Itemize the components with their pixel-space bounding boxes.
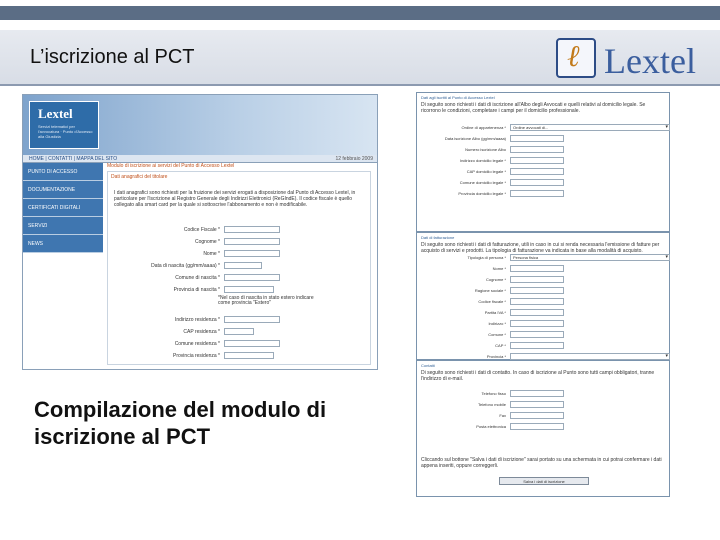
- field-label: Indirizzo *: [488, 321, 506, 326]
- text-field[interactable]: [510, 265, 564, 272]
- billing-panel: [416, 232, 670, 360]
- field-label: Provincia residenza *: [173, 353, 220, 359]
- text-field[interactable]: [224, 340, 280, 347]
- select-field[interactable]: Persona fisica ▾: [510, 254, 670, 261]
- text-field[interactable]: [510, 276, 564, 283]
- birthplace-note-row: [114, 296, 364, 314]
- text-field[interactable]: [510, 298, 564, 305]
- text-field[interactable]: [224, 226, 280, 233]
- registration-form: [107, 163, 375, 367]
- side-menu-item[interactable]: DOCUMENTAZIONE: [23, 181, 103, 199]
- select-field[interactable]: [510, 353, 670, 360]
- text-field[interactable]: [224, 328, 254, 335]
- form-row: [417, 275, 671, 285]
- slide-title: L’iscrizione al PCT: [30, 46, 195, 68]
- text-field[interactable]: [224, 286, 274, 293]
- personal-data-fields: [114, 224, 364, 362]
- text-field[interactable]: [510, 168, 564, 175]
- side-menu-item[interactable]: PUNTO DI ACCESSO: [23, 163, 103, 181]
- field-label: Numero iscrizione Albo: [465, 147, 506, 152]
- side-menu-item[interactable]: CERTIFICATI DIGITALI: [23, 199, 103, 217]
- field-label: Comune domicilio legale *: [459, 180, 506, 185]
- site-date: 12 febbraio 2009: [335, 156, 373, 162]
- field-label: Cognome *: [485, 277, 506, 282]
- save-registration-button[interactable]: Salva i dati di iscrizione: [499, 477, 589, 485]
- submit-instructions: Cliccando sul bottone "Salva i dati di iscrizione" sarai portato su una schermata in cui potrai confermare i dati appena inseriti, oppure correggerli.: [421, 457, 662, 469]
- billing-panel-intro: Di seguito sono richiesti i dati di fatturazione, utili in caso in cui si renda necessaria l'emissione di fatture per acquisto di servizi e prodotti. La tipologia di fatturazione va indicata in base alla modalità di acquisto.: [421, 242, 660, 254]
- form-row: [417, 253, 671, 263]
- text-field[interactable]: [510, 179, 564, 186]
- field-label: Ragione sociale *: [474, 288, 506, 293]
- text-field[interactable]: [224, 274, 280, 281]
- field-label: Telefono fisso: [481, 391, 506, 396]
- text-field[interactable]: [510, 309, 564, 316]
- birthplace-note: *Nel caso di nascita in stato estero indicare come provincia "Estero": [218, 295, 314, 306]
- contacts-panel-intro: Di seguito sono richiesti i dati di contatto. In caso di iscrizione al Punto sono tutti campi obbligatori, tranne l'indirizzo di e-mail.: [421, 370, 655, 382]
- text-field[interactable]: [510, 390, 564, 397]
- field-label: Nome *: [203, 251, 220, 257]
- slide-top-bar: [0, 6, 720, 20]
- text-field[interactable]: [224, 250, 280, 257]
- form-row: [417, 330, 671, 340]
- field-label: Telefono mobile: [477, 402, 506, 407]
- membership-panel-title: Dati agli iscritti al Punto di Accesso Lextel: [421, 95, 495, 100]
- form-row: [417, 189, 671, 199]
- form-row: [417, 145, 671, 155]
- text-field[interactable]: [510, 401, 564, 408]
- contacts-panel: [416, 360, 670, 497]
- registration-page-screenshot: [22, 94, 378, 370]
- site-logo-subtitle: Servizi telematici per l'avvocatura · Punto d'Accesso alla Giustizia: [38, 124, 93, 139]
- text-field[interactable]: [510, 190, 564, 197]
- field-label: CAP residenza *: [183, 329, 220, 335]
- site-navbar: [23, 155, 378, 163]
- logo-glyph: ℓ: [567, 40, 580, 73]
- form-row: [114, 338, 364, 350]
- field-label: Indirizzo residenza *: [174, 317, 220, 323]
- form-row: [417, 319, 671, 329]
- membership-panel: [416, 92, 670, 232]
- text-field[interactable]: [510, 331, 564, 338]
- field-label: Ordine di appartenenza *: [461, 125, 506, 130]
- form-row: [417, 286, 671, 296]
- side-menu-item[interactable]: NEWS: [23, 235, 103, 253]
- form-row: [114, 326, 364, 338]
- form-row: [417, 308, 671, 318]
- form-row: [417, 411, 671, 421]
- field-label: Codice fiscale *: [478, 299, 506, 304]
- form-title: Modulo di iscrizione ai servizi del Punto di Accesso Lextel: [107, 163, 235, 169]
- field-label: Comune *: [488, 332, 506, 337]
- form-row: [417, 178, 671, 188]
- form-row: [417, 123, 671, 133]
- form-row: [417, 389, 671, 399]
- text-field[interactable]: [510, 157, 564, 164]
- field-label: Posta elettronica: [476, 424, 506, 429]
- form-row: [417, 156, 671, 166]
- site-side-menu: [23, 163, 103, 253]
- field-label: Data di nascita (gg/mm/aaaa) *: [151, 263, 220, 269]
- logo-wordmark: Lextel: [604, 41, 696, 81]
- contacts-panel-title: Contatti: [421, 363, 435, 368]
- field-label: Provincia domicilio legale *: [458, 191, 506, 196]
- field-label: Data iscrizione Albo (gg/mm/aaaa): [444, 136, 506, 141]
- section-intro: I dati anagrafici sono richiesti per la fruizione dei servizi erogati a disposizione dal Punto di Accesso Lextel, in particolare per l'iscrizione al Registro Generale degli Indirizzi Elettronici (ReGIndE). Il codice fiscale è quello collegato alla smart card per la quale si sottoscrive l'abbonamento e non è modificabile.: [114, 190, 356, 208]
- text-field[interactable]: [510, 287, 564, 294]
- text-field[interactable]: [510, 423, 564, 430]
- side-menu-item[interactable]: SERVIZI: [23, 217, 103, 235]
- form-row: [114, 248, 364, 260]
- field-label: Provincia *: [486, 354, 506, 359]
- field-label: Comune di nascita *: [175, 275, 220, 281]
- form-row: [114, 236, 364, 248]
- section-title: Dati anagrafici del titolare: [111, 174, 168, 180]
- form-row: [417, 167, 671, 177]
- form-row: [114, 272, 364, 284]
- site-logo: [29, 101, 99, 149]
- field-label: Provincia di nascita *: [173, 287, 220, 293]
- form-row: [114, 350, 364, 362]
- form-row: [114, 224, 364, 236]
- form-row: [417, 134, 671, 144]
- billing-panel-title: Dati di fatturazione: [421, 235, 455, 240]
- field-label: Fax: [499, 413, 506, 418]
- membership-panel-intro: Di seguito sono richiesti i dati di iscrizione all'Albo degli Avvocati e quelli relativi al domicilio legale. Se ricorrono le condizioni, completare i campi per il domicilio professionale.: [421, 102, 646, 114]
- form-row: [417, 341, 671, 351]
- form-row: [417, 264, 671, 274]
- field-label: Partita IVA *: [484, 310, 506, 315]
- field-label: Comune residenza *: [174, 341, 220, 347]
- text-field[interactable]: [510, 320, 564, 327]
- site-logo-text: Lextel: [38, 106, 73, 121]
- text-field[interactable]: [224, 238, 280, 245]
- text-field[interactable]: [510, 135, 564, 142]
- form-row: [417, 297, 671, 307]
- field-label: CAP *: [495, 343, 506, 348]
- text-field[interactable]: [224, 352, 274, 359]
- form-row: [417, 422, 671, 432]
- text-field[interactable]: [224, 316, 280, 323]
- site-nav-links[interactable]: HOME | CONTATTI | MAPPA DEL SITO: [29, 156, 118, 162]
- lextel-logo: [556, 36, 712, 82]
- field-label: Indirizzo domicilio legale *: [459, 158, 506, 163]
- registration-form-full-screenshot: [416, 92, 670, 497]
- text-field[interactable]: [510, 342, 564, 349]
- field-label: CAP domicilio legale *: [466, 169, 506, 174]
- form-row: [114, 314, 364, 326]
- lextel-logo-mark: [556, 38, 596, 78]
- field-label: Nome *: [492, 266, 506, 271]
- text-field[interactable]: [510, 412, 564, 419]
- field-label: Codice Fiscale *: [183, 227, 220, 233]
- slide-caption: Compilazione del modulo di iscrizione al PCT: [34, 397, 327, 449]
- site-banner: [23, 95, 378, 155]
- text-field[interactable]: [510, 146, 564, 153]
- form-row: [114, 260, 364, 272]
- field-label: Tipologia di persona *: [467, 255, 506, 260]
- text-field[interactable]: [224, 262, 262, 269]
- field-label: Cognome *: [194, 239, 220, 245]
- personal-data-section: [107, 171, 371, 365]
- form-row: [417, 400, 671, 410]
- select-field[interactable]: Ordine avvocati di... ▾: [510, 124, 670, 131]
